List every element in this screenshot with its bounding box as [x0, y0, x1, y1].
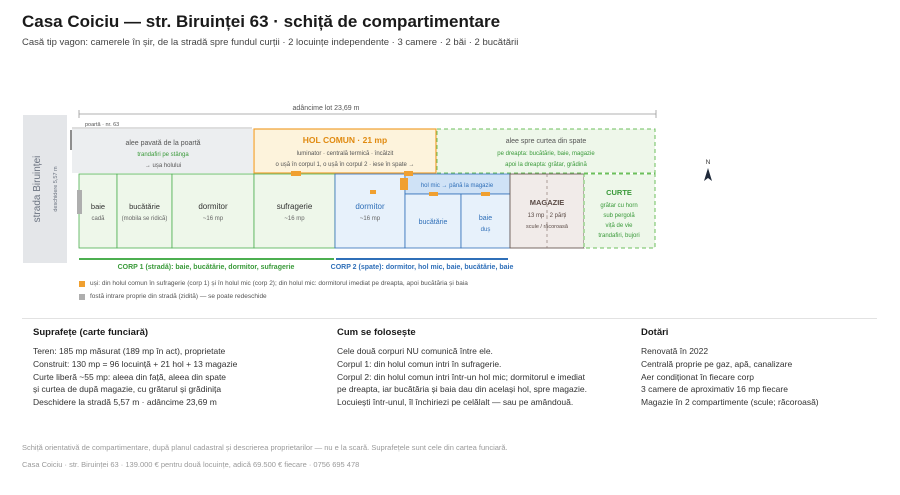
common-hall-line2: o ușă în corpul 1, o ușă în corpul 2 · iese în spate → [275, 162, 415, 168]
old-entrance-marker [77, 190, 82, 214]
areas-line: și curtea de după magazie, cu grătarul și grădinița [33, 384, 222, 395]
baie1-note: cadă [91, 216, 105, 222]
footer-note: Schiță orientativă de compartimentare, după planul cadastral și descrierea proprietarilor — nu e la scară. Suprafețele sunt cele din cartea funciară. [22, 443, 508, 452]
section-divider [22, 318, 877, 319]
dormitor1-note: ~16 mp [202, 216, 224, 222]
legend-door-swatch [79, 281, 85, 287]
corp1-label: CORP 1 (stradă): baie, bucătărie, dormitor, sufragerie [117, 264, 295, 271]
amenities-heading: Dotări [641, 327, 669, 338]
back-alley-line3: apoi la dreapta: grătar, grădină [505, 162, 587, 168]
room-dormitor-2 [335, 174, 405, 248]
amenities-line: Aer condiționat în fiecare corp [641, 371, 754, 382]
front-alley-line3: → ușa holului [144, 163, 182, 169]
magazie-note2: scule / răcoroasă [526, 224, 568, 230]
compass-label: N [705, 159, 711, 166]
legend-doors [79, 280, 468, 287]
usage-line: pe dreapta, iar bucătăria și baia dau din același hol, spre magazie. [337, 384, 587, 395]
street-name: strada Biruinței [32, 155, 43, 223]
amenities-line: Centrală proprie pe gaz, apă, canalizare [641, 358, 793, 369]
depth-dimension [79, 105, 656, 118]
hol-mic-name: hol mic → până la magazie [420, 183, 494, 189]
dormitor2-name: dormitor [355, 202, 385, 211]
baie2-note: duș [480, 227, 491, 233]
page-title: Casa Coiciu — str. Biruinței 63 · schiță de compartimentare [22, 12, 501, 31]
areas-line: Teren: 185 mp măsurat (189 mp în act), proprietate [33, 346, 226, 356]
magazie-name: MAGAZIE [529, 198, 565, 207]
curte-note4: trandafiri, bujori [598, 233, 640, 239]
dormitor1-name: dormitor [198, 202, 228, 211]
curte-name: CURTE [606, 188, 632, 197]
door-sufragerie [291, 171, 301, 176]
room-bucatarie-1 [117, 174, 172, 248]
usage-line: Corpul 1: din holul comun intri în sufragerie. [337, 358, 502, 369]
amenities-line: 3 camere de aproximativ 16 mp fiecare [641, 384, 788, 395]
back-alley-line1: alee spre curtea din spate [505, 138, 587, 145]
amenities-section [641, 327, 881, 409]
page-subtitle: Casă tip vagon: camerele în șir, de la stradă spre fundul curții · 2 locuințe independente · 3 camere · 2 băi · 2 bucătării [22, 37, 519, 48]
magazie-note1: 13 mp · 2 părți [527, 213, 567, 219]
curte-note1: grătar cu horn [600, 203, 638, 209]
usage-section [337, 327, 627, 409]
usage-line: Corpul 2: din holul comun intri într-un hol mic; dormitorul e imediat [337, 371, 586, 382]
curte-note2: sub pergolă [603, 213, 635, 219]
door-hall-corp2 [404, 171, 413, 176]
bucatarie1-name: bucătărie [129, 202, 160, 211]
baie1-name: baie [90, 202, 106, 211]
amenities-line: Renovată în 2022 [641, 346, 709, 356]
door-dormitor-2 [370, 190, 376, 194]
street-strip [23, 115, 67, 263]
back-alley-line2: pe dreapta: bucătărie, baie, magazie [497, 151, 595, 157]
corp2-label: CORP 2 (spate): dormitor, hol mic, baie, bucătărie, baie [330, 264, 514, 271]
usage-heading: Cum se folosește [337, 327, 416, 338]
depth-label: adâncime lot 23,69 m [292, 105, 360, 112]
footer-price: Casa Coiciu · str. Biruinței 63 · 139.000 € pentru două locuințe, adică 69.500 € fiecare · 0756 695 478 [22, 460, 360, 469]
door-bucatarie-2 [429, 192, 438, 196]
bucatarie2-name: bucătărie [418, 219, 448, 226]
room-baie-1 [79, 174, 117, 248]
common-hall-title: HOL COMUN · 21 mp [302, 135, 388, 145]
door-hol-mic [400, 178, 408, 190]
areas-line: Curte liberă ~55 mp: aleea din față, aleea din spate [33, 371, 227, 382]
usage-line: Locuiești într-unul, îl închiriezi pe celălalt — sau pe amândouă. [337, 397, 574, 408]
baie2-name: baie [478, 215, 493, 222]
legend-old-entrance [79, 293, 267, 300]
street-opening: deschidere 5,57 m [53, 166, 59, 212]
curte-note3: viță de vie [605, 223, 633, 229]
room-dormitor-1 [172, 174, 254, 248]
sufragerie-note: ~16 mp [284, 216, 305, 222]
bucatarie1-note: (mobila se ridică) [121, 216, 168, 222]
corp1 [77, 171, 335, 248]
areas-section [33, 327, 323, 409]
dormitor2-note: ~16 mp [359, 216, 381, 222]
areas-heading: Suprafețe (carte funciară) [33, 327, 149, 338]
room-sufragerie [254, 174, 335, 248]
areas-line: Deschidere la stradă 5,57 m · adâncime 23,69 m [33, 397, 217, 408]
common-hall-line1: luminator · centrală termică · încălzit [296, 151, 394, 157]
north-arrow-icon [704, 159, 712, 181]
front-alley-line2: trandafiri pe stânga [137, 152, 189, 158]
usage-line: Cele două corpuri NU comunică între ele. [337, 346, 493, 356]
legend-old-entrance-swatch [79, 294, 85, 300]
front-alley-line1: alee pavată de la poartă [125, 140, 201, 147]
areas-line: Construit: 130 mp = 96 locuință + 21 hol + 13 magazie [33, 358, 238, 369]
gate-label: poartă · nr. 63 [85, 122, 120, 128]
legend-old-entrance-text: fostă intrare proprie din stradă (zidită) — se poate redeschide [90, 293, 267, 300]
amenities-line: Magazie în 2 compartimente (scule; răcoroasă) [641, 397, 819, 408]
corp2 [335, 171, 510, 248]
legend-doors-text: uși: din holul comun în sufragerie (corp 1) și în holul mic (corp 2); din holul mic: dormitorul imediat pe dreapta, apoi bucătăria și baia [90, 280, 468, 287]
door-baie-2 [481, 192, 490, 196]
sufragerie-name: sufragerie [276, 202, 313, 211]
